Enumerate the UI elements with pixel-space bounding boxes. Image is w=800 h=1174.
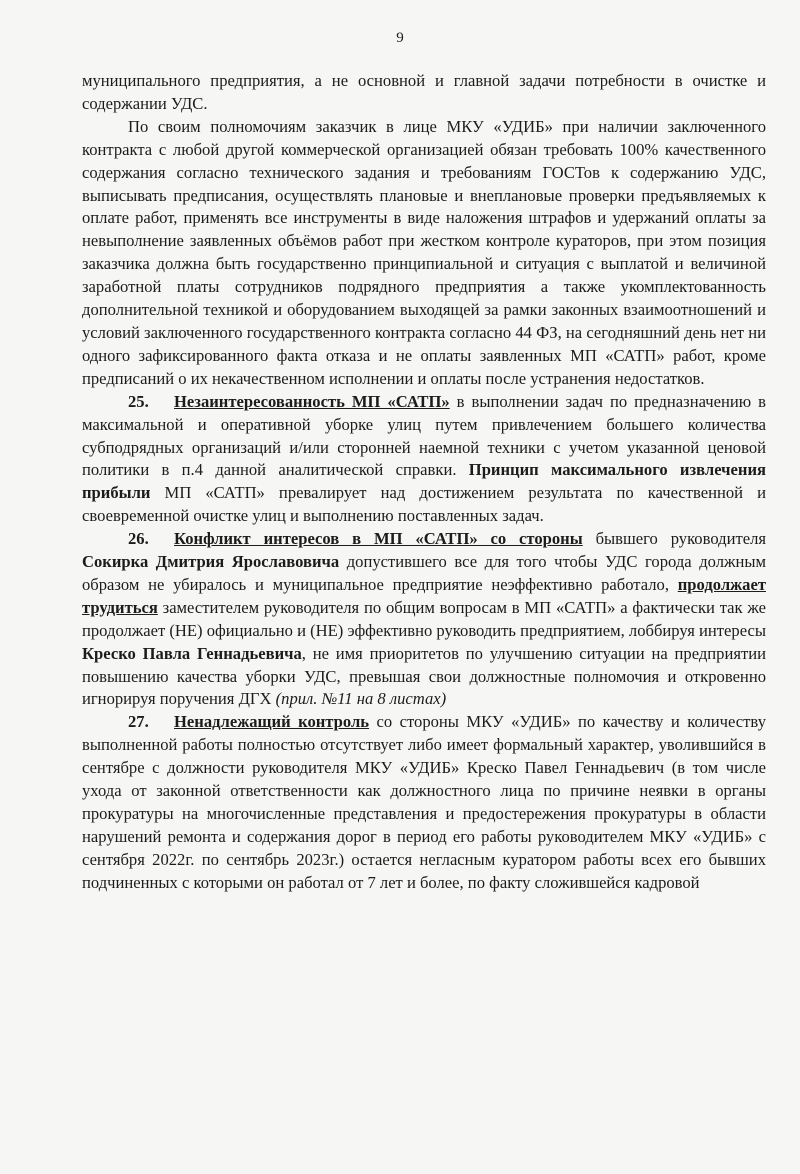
paragraph-continuation: муниципального предприятия, а не основной и главной задачи потребности в очистке и содержании УДС. — [82, 71, 766, 113]
item-26-appendix-ref: (прил. №11 на 8 листах) — [275, 689, 447, 709]
item-number-25: 25. — [128, 391, 149, 411]
item-26-text-4: , не имя приоритетов по улучшению ситуации на предприятии повышению качества уборки УДС, превышая свои должностные полномочия и откровенно игнорируя поручения ДГХ — [82, 643, 766, 709]
paragraph-25 — [82, 391, 766, 528]
paragraph-customer-powers: По своим полномочиям заказчик в лице МКУ «УДИБ» при наличии заключенного контракта с любой другой коммерческой организацией обязан требовать 100% качественного содержания согласно технического задания и требованиям ГОСТов к содержанию УДС, выписывать предписания, осуществлять плановые и внеплановые проверки предъявляемых к оплате работ, применять все инструменты в виде наложения штрафов и удержаний оплаты за невыполнение заявленных объёмов работ при жестком контроле кураторов, при этом позиция заказчика должна быть государственно принципиальной и ситуация с выплатой и величиной заработной платы сотрудников подрядного предприятия а также укомплектованность дополнительной техникой и оборудованием выходящей за рамки законных взаимоотношений и условий заключенного государственного контракта согласно 44 ФЗ, на сегодняшний день нет ни одного зафиксированного факта отказа и не оплаты заявленных МП «САТП» работ, кроме предписаний о их некачественном исполнении и оплаты после устранения недостатков. — [82, 116, 766, 388]
item-26-heading-2: продолжает трудиться — [82, 574, 766, 617]
item-25-text-2: МП «САТП» превалирует над достижением результата по качественной и своевременной очистке улиц и выполнению поставленных задач. — [82, 483, 766, 526]
page-number: 9 — [396, 30, 404, 46]
paragraph-27 — [82, 711, 766, 894]
paragraph-26 — [82, 528, 766, 711]
item-26-text-3: заместителем руководителя по общим вопросам в МП «САТП» а фактически так же продолжает (НЕ) официально и (НЕ) эффективно руководить предприятием, лоббируя интересы — [82, 597, 766, 640]
item-25-heading: Незаинтересованность МП «САТП» — [174, 391, 450, 411]
item-27-heading: Ненадлежащий контроль — [174, 712, 370, 732]
item-number-26: 26. — [128, 529, 149, 549]
document-body — [82, 70, 766, 895]
item-25-text-1: в выполнении задач по предназначению в максимальной и оперативной уборке улиц путем привлечением большего количества субподрядных организаций и/или сторонней наемной техники с учетом указанной ценовой политики в п.4 данной аналитической справки. — [82, 391, 766, 480]
item-number-27: 27. — [128, 712, 149, 732]
item-27-text-1: со стороны МКУ «УДИБ» по качеству и количеству выполненной работы полностью отсутствует либо имеет формальный характер, уволившийся в сентябре с должности руководителя МКУ «УДИБ» Креско Павел Геннадьевич (в том числе ухода от законной ответственности как должностного лица по причине неявки в органы прокуратуры на многочисленные представления и предостережения прокуратуры в области нарушений ремонта и содержания дорог в период его работы руководителем МКУ «УДИБ» с сентября 2022г. по сентябрь 2023г.) остается негласным куратором работы всех его бывших подчиненных с которыми он работал от 7 лет и более, по факту сложившейся кадровой — [82, 712, 766, 892]
item-26-name-1: Сокирка Дмитрия Ярославовича — [82, 552, 340, 572]
item-26-heading: Конфликт интересов в МП «САТП» со стороны — [174, 529, 583, 549]
item-26-text-1: бывшего руководителя — [582, 529, 766, 549]
item-26-name-2: Креско Павла Геннадьевича — [82, 643, 302, 663]
item-25-bold-phrase: Принцип максимального извлечения прибыли — [82, 460, 766, 503]
item-26-text-2: допустившего все для того чтобы УДС города должным образом не убиралось и муниципальное предприятие неэффективно работало, — [82, 552, 766, 594]
